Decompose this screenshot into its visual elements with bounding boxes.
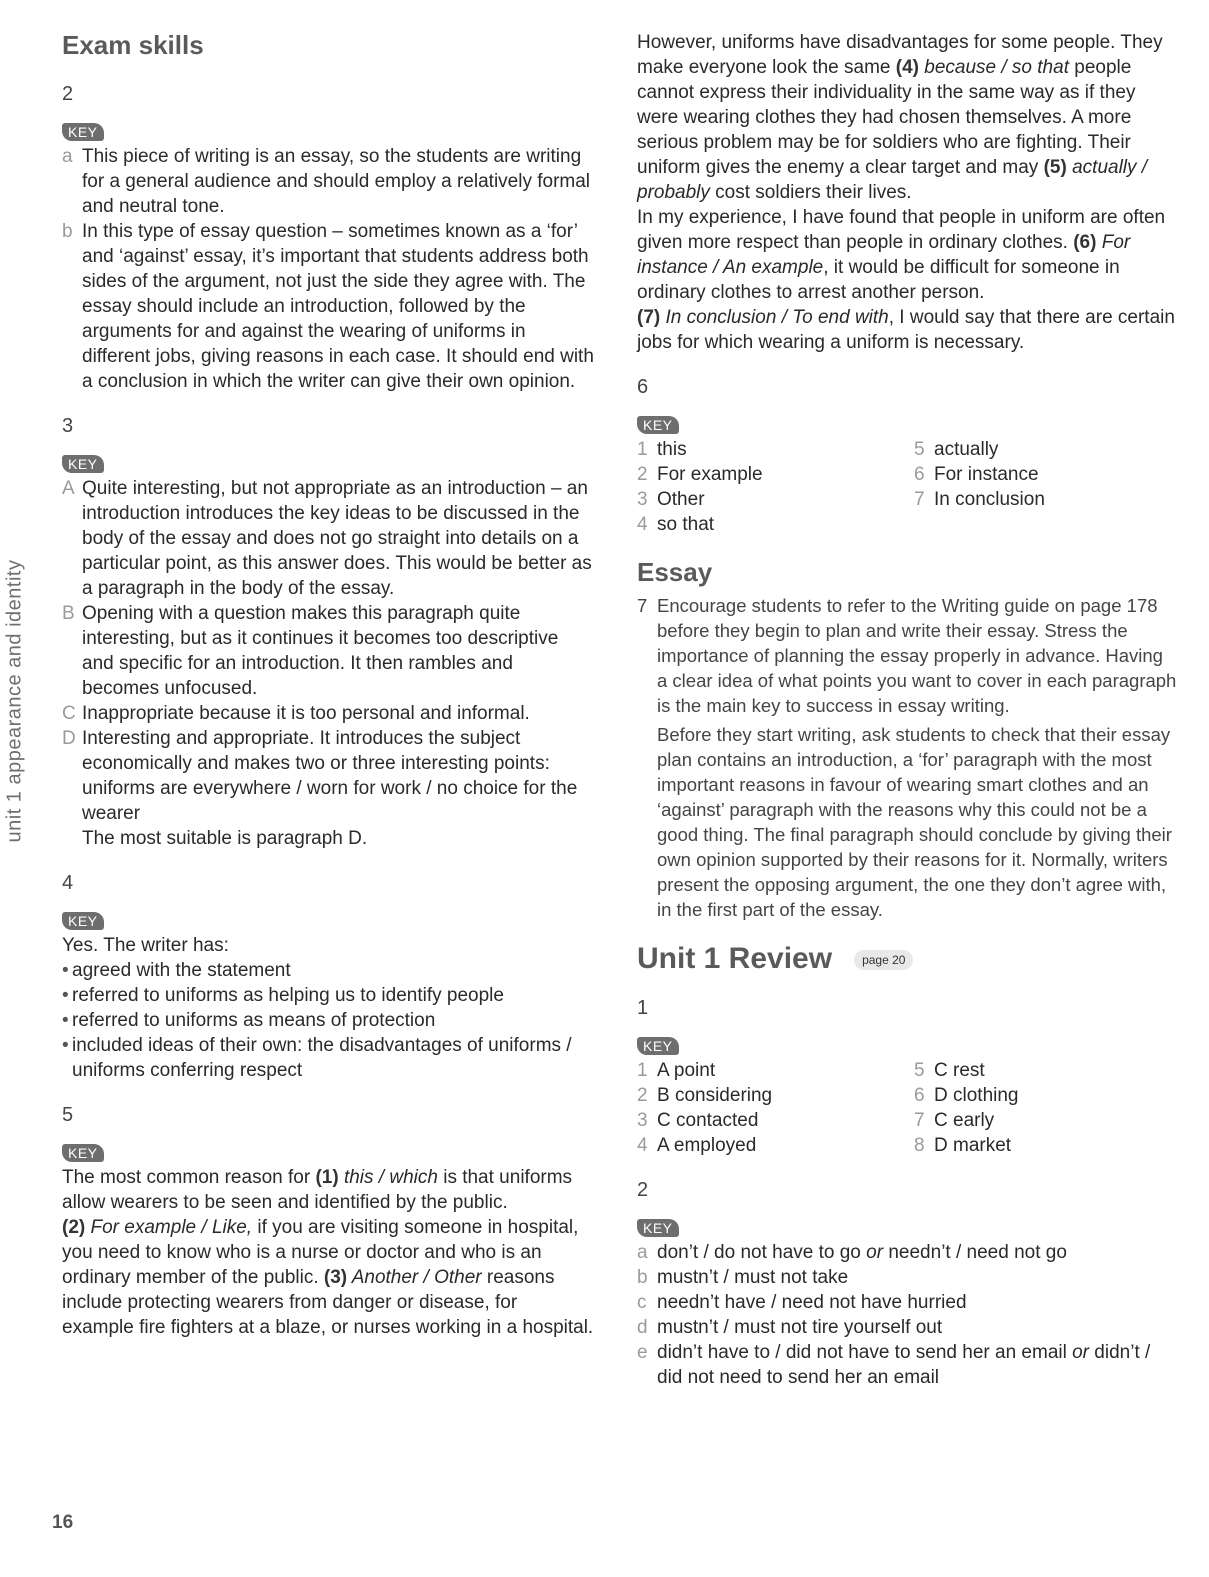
gap-answer: because / so that <box>918 57 1069 78</box>
answer-item <box>62 601 594 701</box>
answer-item <box>637 1240 1177 1265</box>
key-badge: KEY <box>637 1037 679 1055</box>
gap-answer: actually / probably <box>637 157 1148 203</box>
section-title-exam-skills: Exam skills <box>62 30 204 60</box>
side-tab-unit-label: unit 1 appearance and identity <box>3 559 26 843</box>
bullet-item <box>62 1033 594 1083</box>
item-text <box>657 1340 1177 1390</box>
exercise-number: 6 <box>637 376 649 398</box>
section-title-essay: Essay <box>637 557 713 587</box>
item-marker: 4 <box>637 514 648 535</box>
item-marker: 8 <box>914 1135 925 1156</box>
item-marker: 6 <box>914 464 925 485</box>
bullet-text: referred to uniforms as means of protection <box>72 1010 436 1031</box>
gap-answer: this / which <box>338 1167 438 1188</box>
answer-column-2 <box>914 1058 1177 1158</box>
answer-item <box>637 1340 1177 1390</box>
left-column <box>62 30 594 1360</box>
indent-spacer <box>637 722 657 922</box>
item-marker: 2 <box>637 1085 648 1106</box>
right-column <box>637 30 1177 1410</box>
answer-column-2 <box>914 437 1177 537</box>
answer-item <box>914 1133 1177 1158</box>
answer-item <box>637 1083 914 1108</box>
item-marker: c <box>637 1292 647 1313</box>
item-text: A point <box>657 1060 716 1081</box>
item-text: this <box>657 439 687 460</box>
page-reference: page 20 <box>854 950 913 970</box>
answer-item <box>637 1290 1177 1315</box>
text-run: is that uniforms allow wearers to be seen and identified by the public. <box>62 1167 573 1213</box>
exercise-6 <box>637 375 1177 537</box>
exercise-number: 5 <box>62 1104 74 1126</box>
answer-item <box>637 462 914 487</box>
answer-item <box>914 1108 1177 1133</box>
bullet-icon: • <box>62 1010 69 1031</box>
page-number: 16 <box>52 1512 74 1533</box>
item-marker: b <box>62 221 73 242</box>
answer-item <box>62 144 594 219</box>
answer-item <box>637 1265 1177 1290</box>
review-title: Unit 1 Review <box>637 942 833 975</box>
answer-item <box>637 487 914 512</box>
answer-item <box>914 487 1177 512</box>
text-run: didn’t have to / did not have to send her an email <box>657 1342 1073 1363</box>
review-exercise-2 <box>637 1178 1177 1390</box>
indent-spacer <box>62 826 82 851</box>
gap-answer: For example / Like, <box>85 1217 253 1238</box>
exercise-number: 3 <box>62 415 74 437</box>
exercise-number: 4 <box>62 872 74 894</box>
item-marker: a <box>637 1242 648 1263</box>
essay-section <box>637 557 1177 922</box>
text-run: if you are visiting someone in hospital, you need to know who is a nurse or doctor and who is an ordinary member of the public. <box>62 1217 579 1288</box>
exercise-number: 7 <box>637 595 648 616</box>
item-marker: a <box>62 146 73 167</box>
exercise-number: 2 <box>62 83 74 105</box>
bullet-item <box>62 1008 594 1033</box>
key-badge: KEY <box>62 123 104 141</box>
item-text: This piece of writing is an essay, so the students are writing for a general audience and should employ a relatively formal and neutral tone. <box>82 146 591 217</box>
item-text: C contacted <box>657 1110 759 1131</box>
answer-column-1 <box>637 1058 914 1158</box>
item-text: B considering <box>657 1085 773 1106</box>
gap-number: (6) <box>1073 232 1097 253</box>
item-marker: 6 <box>914 1085 925 1106</box>
bullet-icon: • <box>62 1035 69 1056</box>
answer-item <box>62 726 594 826</box>
item-marker: 4 <box>637 1135 648 1156</box>
key-badge: KEY <box>62 455 104 473</box>
gap-number: (5) <box>1043 157 1067 178</box>
item-text: so that <box>657 514 715 535</box>
item-text <box>657 1240 1177 1265</box>
item-marker: 7 <box>914 1110 925 1131</box>
item-marker: 3 <box>637 489 648 510</box>
item-text: A employed <box>657 1135 757 1156</box>
essay-item <box>637 722 1177 922</box>
answer-item <box>914 437 1177 462</box>
gap-answer: For instance / An example <box>637 232 1131 278</box>
gap-answer: Another / Other <box>347 1267 482 1288</box>
answer-item <box>637 1315 1177 1340</box>
exercise-number: 2 <box>637 1179 649 1201</box>
bullet-item <box>62 958 594 983</box>
exercise-5 <box>62 1103 594 1340</box>
bullet-icon: • <box>62 985 69 1006</box>
answer-item <box>637 1058 914 1083</box>
answer-grid <box>637 437 1177 537</box>
item-text: C rest <box>934 1060 985 1081</box>
item-marker: d <box>637 1317 648 1338</box>
item-marker: C <box>62 703 76 724</box>
item-marker: 2 <box>637 464 648 485</box>
item-marker: 5 <box>914 1060 925 1081</box>
bullet-icon: • <box>62 960 69 981</box>
essay-item <box>637 593 1177 718</box>
conclusion-text: The most suitable is paragraph D. <box>82 828 368 849</box>
key-badge: KEY <box>637 1219 679 1237</box>
item-text: For instance <box>934 464 1039 485</box>
or-word: or <box>1072 1342 1090 1363</box>
item-marker: 5 <box>914 439 925 460</box>
gap-number: (1) <box>315 1167 339 1188</box>
text-run: people cannot express their individuality in the same way as if they were wearing clothes they had chosen themselves. A more serious problem may be for soldiers who are fighting. Their uniform gives the enemy a clear target and may <box>637 57 1136 178</box>
item-marker: 3 <box>637 1110 648 1131</box>
key-badge: KEY <box>62 1144 104 1162</box>
or-word: or <box>866 1242 884 1263</box>
item-marker: B <box>62 603 75 624</box>
exercise-4 <box>62 871 594 1083</box>
item-text: Inappropriate because it is too personal and informal. <box>82 703 530 724</box>
exercise-5-continued <box>637 30 1177 355</box>
answer-item <box>637 1133 914 1158</box>
answer-item <box>914 1058 1177 1083</box>
item-text: Opening with a question makes this paragraph quite interesting, but as it continues it becomes too descriptive and specific for an introduction. It then rambles and becomes unfocused. <box>82 603 559 699</box>
key-badge: KEY <box>637 416 679 434</box>
text-run: didn’t / did not need to send her an email <box>657 1342 1151 1388</box>
answer-grid <box>637 1058 1177 1158</box>
item-text: Interesting and appropriate. It introduces the subject economically and makes two or three interesting points: uniforms are everywhere / worn for work / no choice for the wearer <box>82 728 578 824</box>
answer-item <box>914 462 1177 487</box>
text-run: don’t / do not have to go <box>657 1242 867 1263</box>
item-marker: 1 <box>637 439 648 460</box>
item-text: C early <box>934 1110 995 1131</box>
text-run: , I would say that there are certain jobs for which wearing a uniform is necessary. <box>637 307 1175 353</box>
review-heading <box>637 942 1177 976</box>
answer-item <box>62 219 594 394</box>
bullet-text: agreed with the statement <box>72 960 291 981</box>
item-marker: e <box>637 1342 648 1363</box>
text-run: , it would be difficult for someone in ordinary clothes to arrest another person. <box>637 257 1120 303</box>
exercise-2 <box>62 82 594 394</box>
bullet-item <box>62 983 594 1008</box>
key-badge: KEY <box>62 912 104 930</box>
gap-number: (3) <box>323 1267 348 1288</box>
gap-number: (7) <box>637 307 661 328</box>
answer-item <box>62 476 594 601</box>
unit-review-section <box>637 942 1177 1390</box>
item-marker: A <box>62 478 75 499</box>
answer-column-1 <box>637 437 914 537</box>
text-run: needn’t / need not go <box>883 1242 1067 1263</box>
essay-paragraph-2: Before they start writing, ask students to check that their essay plan contains an introduction, a ‘for’ paragraph with the most important reasons in favour of wearing smart clothes and an ‘against’ paragraph with the reasons why this could not be a good thing. The final paragraph should conclude by giving their own opinion supported by their reasons for it. Normally, writers present the opposing argument, the one they don’t agree with, in the first part of the essay. <box>657 724 1172 920</box>
bullet-text: referred to uniforms as helping us to identify people <box>72 985 504 1006</box>
answer-item <box>914 1083 1177 1108</box>
item-text: Quite interesting, but not appropriate as an introduction – an introduction introduces the key ideas to be discussed in the body of the essay and does not go straight into details on a particular point, as this answer does. This would be better as a paragraph in the body of the essay. <box>82 478 592 599</box>
item-text: needn’t have / need not have hurried <box>657 1292 967 1313</box>
answer-item <box>637 437 914 462</box>
answer-item <box>637 1108 914 1133</box>
item-marker: D <box>62 728 76 749</box>
text-run: reasons include protecting wearers from danger or disease, for example fire fighters at a blaze, or nurses working in a hospital. <box>62 1267 594 1338</box>
item-marker: 7 <box>914 489 925 510</box>
item-text: In conclusion <box>934 489 1045 510</box>
text-run: The most common reason for <box>62 1167 316 1188</box>
answer-item <box>62 701 594 726</box>
bullet-text: included ideas of their own: the disadvantages of uniforms / uniforms conferring respect <box>72 1035 572 1081</box>
item-text: In this type of essay question – sometimes known as a ‘for’ and ‘against’ essay, it’s important that students address both sides of the argument, not just the side they agree with. The essay should include an introduction, followed by the arguments for and against the wearing of uniforms in different jobs, giving reasons in each case. It should end with a conclusion in which the writer can give their own opinion. <box>82 221 594 392</box>
item-text: Other <box>657 489 705 510</box>
answer-conclusion <box>62 826 594 851</box>
gap-answer: In conclusion / To end with <box>660 307 889 328</box>
item-marker: b <box>637 1267 648 1288</box>
item-text: actually <box>934 439 999 460</box>
answer-item <box>637 512 914 537</box>
item-text: mustn’t / must not tire yourself out <box>657 1317 943 1338</box>
intro-text: Yes. The writer has: <box>62 935 229 956</box>
text-run: However, uniforms have disadvantages for some people. They make everyone look the same <box>637 32 1163 78</box>
answer-paragraph <box>62 1165 594 1340</box>
item-text: mustn’t / must not take <box>657 1267 849 1288</box>
exercise-3 <box>62 414 594 851</box>
item-text: D clothing <box>934 1085 1019 1106</box>
text-run: cost soldiers their lives. <box>709 182 912 203</box>
gap-number: (2) <box>62 1217 86 1238</box>
exercise-number: 1 <box>637 997 649 1019</box>
gap-number: (4) <box>895 57 919 78</box>
item-marker: 1 <box>637 1060 648 1081</box>
essay-paragraph-1: Encourage students to refer to the Writing guide on page 178 before they begin to plan and write their essay. Stress the importance of planning the essay properly in advance. Having a clear idea of what points you want to cover in each paragraph is the main key to success in essay writing. <box>657 595 1177 716</box>
item-text: D market <box>934 1135 1012 1156</box>
item-text: For example <box>657 464 763 485</box>
review-exercise-1 <box>637 996 1177 1158</box>
text-run: In my experience, I have found that people in uniform are often given more respect than people in ordinary clothes. <box>637 207 1166 253</box>
